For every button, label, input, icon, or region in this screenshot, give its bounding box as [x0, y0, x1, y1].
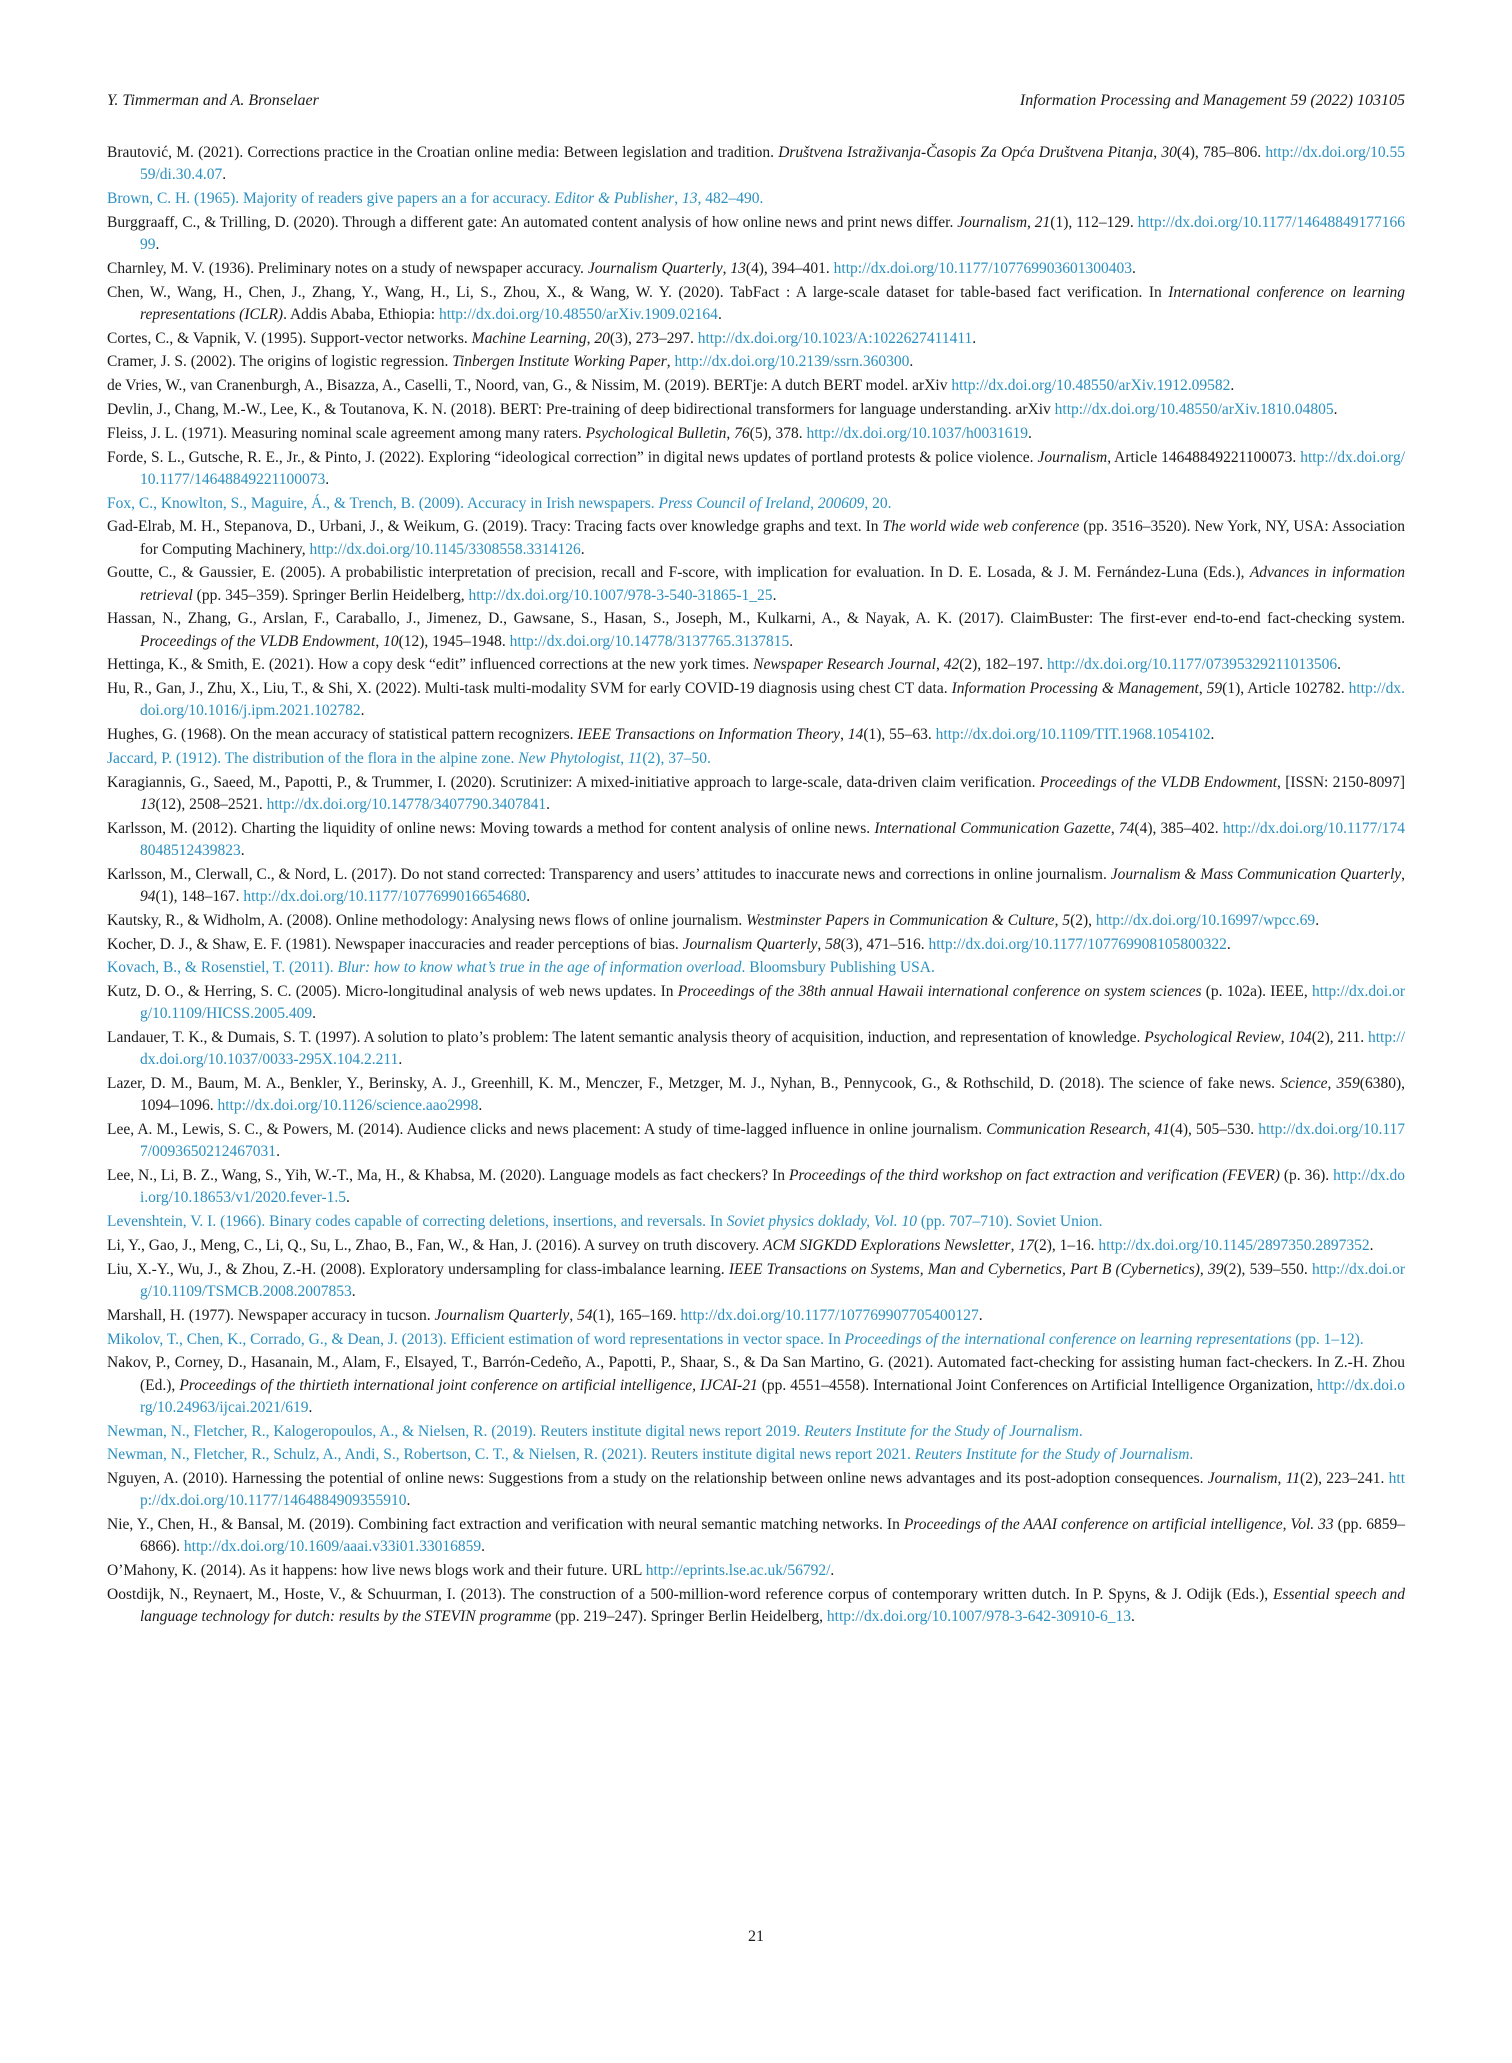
reference-text: Fleiss, J. L. (1971). Measuring nominal scale agreement among many raters. [107, 424, 586, 442]
reference-text: Landauer, T. K., & Dumais, S. T. (1997). A solution to plato’s problem: The latent semantic analysis theory of acquisition, induction, and representation of knowledge. [107, 1029, 1145, 1047]
doi-link[interactable]: http://dx.doi.org/10.14778/3137765.3137815 [509, 632, 790, 650]
reference-text: , [666, 353, 675, 371]
reference-text: O’Mahony, K. (2014). As it happens: how live news blogs work and their future. URL [107, 1562, 646, 1580]
reference-text: (4), 385–402. [1134, 819, 1223, 837]
reference-italic-text: Soviet physics doklady, Vol. 10 [726, 1213, 917, 1231]
reference-italic-text: 13 [681, 190, 698, 207]
reference-text: Nguyen, A. (2010). Harnessing the potential of online news: Suggestions from a study on the relationship between online news advantages and its post-adoption consequences. [107, 1470, 1208, 1488]
reference-italic-text: 30 [1161, 144, 1177, 161]
doi-link[interactable]: http://dx.doi.org/10.1037/h0031619 [806, 424, 1028, 442]
reference-text: . [1027, 424, 1032, 442]
reference-text: Devlin, J., Chang, M.-W., Lee, K., & Toutanova, K. N. (2018). BERT: Pre-training of deep bidirectional transformers for language understanding. arXiv [107, 400, 1055, 418]
reference-italic-text: Tinbergen Institute Working Paper [452, 353, 667, 371]
reference-text: , [1110, 819, 1119, 837]
reference-italic-text: International Communication Gazette [874, 819, 1111, 837]
reference-text: (p. 102a). IEEE, [1201, 983, 1312, 1001]
reference-text: (5), 378. [749, 424, 807, 442]
reference-text: Kovach, B., & Rosenstiel, T. (2011). [107, 959, 338, 977]
reference-text: Marshall, H. (1977). Newspaper accuracy in tucson. [107, 1306, 435, 1324]
reference-text: (1), 165–169. [592, 1306, 681, 1324]
reference-text: . [478, 1097, 483, 1115]
reference-text: Jaccard, P. (1912). The distribution of the flora in the alpine zone. [107, 749, 519, 767]
reference-entry [107, 423, 1405, 445]
reference-text: . [276, 1143, 280, 1161]
reference-text: . [312, 1005, 316, 1023]
reference-text: . [1230, 377, 1235, 395]
doi-link[interactable]: http://dx.doi.org/10.1177/14648849221100073 [140, 448, 1405, 488]
reference-italic-text: 11 [628, 749, 643, 767]
reference-text: , [ISSN: 2150-8097] [1277, 773, 1405, 791]
reference-italic-text: Blur: how to know what’s true in the age of information overload [337, 959, 742, 977]
reference-entry [107, 724, 1405, 746]
reference-entry [107, 1073, 1405, 1117]
reference-entry [107, 258, 1405, 280]
reference-text: , [840, 726, 848, 744]
doi-link[interactable]: http://dx.doi.org/10.2139/ssrn.360300 [674, 353, 910, 371]
doi-link[interactable]: http://dx.doi.org/10.48550/arXiv.1909.02164 [438, 305, 718, 323]
reference-entry [107, 328, 1405, 350]
doi-link[interactable]: http://dx.doi.org/10.1023/A:1022627411411 [697, 329, 973, 347]
reference-italic-text: 58 [825, 935, 841, 953]
doi-link[interactable]: http://dx.doi.org/10.1177/1077699016654680 [243, 887, 527, 905]
reference-text: Mikolov, T., Chen, K., Corrado, G., & Dean, J. (2013). Efficient estimation of word representations in vector space. In [107, 1330, 845, 1348]
reference-text: . [351, 1282, 356, 1300]
reference-italic-text: Essential speech and language technology for dutch: results by the STEVIN programme [140, 1585, 1405, 1626]
reference-entry [107, 678, 1405, 722]
reference-text: (2), 211. [1311, 1029, 1368, 1047]
reference-text: Kautsky, R., & Widholm, A. (2008). Online methodology: Analysing news flows of online journalism. [107, 911, 747, 929]
reference-text: . [526, 887, 531, 905]
reference-text: . [772, 586, 777, 604]
reference-text: Fox, C., Knowlton, S., Maguire, Á., & Trench, B. (2009). Accuracy in Irish newspapers. [107, 494, 659, 512]
reference-italic-text: Westminster Papers in Communication & Culture [746, 911, 1055, 929]
reference-text: (3), 273–297. [609, 329, 698, 347]
reference-text: (6380), 1094–1096. [140, 1075, 1405, 1115]
reference-italic-text: Journalism Quarterly [587, 259, 723, 277]
reference-text: Charnley, M. V. (1936). Preliminary notes on a study of newspaper accuracy. [107, 259, 588, 277]
reference-text: Burggraaff, C., & Trilling, D. (2020). Through a different gate: An automated content analysis of how online news and print news differ. [107, 213, 958, 231]
reference-text: , [935, 656, 944, 674]
reference-italic-text: Proceedings of the 38th annual Hawaii international conference on system sciences [677, 983, 1202, 1001]
reference-text: . [308, 1398, 313, 1416]
reference-text: , Article 14648849221100073. [1107, 448, 1301, 466]
reference-italic-text: Journalism [1037, 448, 1108, 466]
reference-text: . [155, 236, 160, 253]
reference-italic-text: Communication Research [986, 1121, 1147, 1139]
reference-text: . [978, 1306, 983, 1324]
reference-text: , [817, 935, 826, 953]
reference-italic-text: Journalism Quarterly [434, 1306, 570, 1324]
reference-italic-text: Journalism Quarterly [682, 935, 818, 953]
reference-text: (12), 2508–2521. [155, 795, 267, 813]
reference-entry [107, 1514, 1405, 1558]
reference-text: (1), 112–129. [1050, 213, 1138, 231]
doi-link[interactable]: http://dx.doi.org/10.1145/3308558.3314126 [309, 540, 581, 558]
reference-text: Newman, N., Fletcher, R., Kalogeropoulos, A., & Nielsen, R. (2019). Reuters institute digital news report 2019. [107, 1422, 805, 1440]
reference-italic-text: 13 [730, 259, 746, 277]
reference-entry [107, 1352, 1405, 1419]
reference-text: . Addis Ababa, Ethiopia: [283, 305, 439, 323]
reference-entry [107, 1259, 1405, 1303]
reference-italic-text: Newspaper Research Journal [753, 656, 936, 674]
reference-text: . [240, 841, 245, 859]
reference-entry [107, 351, 1405, 373]
reference-text: , [1054, 911, 1063, 929]
reference-text: Kocher, D. J., & Shaw, E. F. (1981). Newspaper inaccuracies and reader perceptions of bias. [107, 935, 683, 953]
reference-italic-text: Editor & Publisher [554, 190, 675, 207]
running-header [107, 92, 1405, 110]
reference-text: , [1401, 865, 1406, 883]
reference-entry [107, 142, 1405, 186]
reference-entry[interactable] [107, 493, 1405, 515]
reference-italic-text: 359 [1336, 1075, 1360, 1093]
reference-text: (4), 394–401. [745, 259, 834, 277]
reference-italic-text: Information Processing & Management [951, 680, 1199, 698]
header-journal: Information Processing and Management 59 (2022) 103105 [1019, 92, 1405, 109]
reference-entry [107, 818, 1405, 862]
reference-entry [107, 772, 1405, 816]
reference-text: , [1198, 680, 1207, 698]
reference-entry[interactable] [107, 1444, 1405, 1466]
reference-text: . [398, 1051, 403, 1069]
doi-link[interactable]: http://dx.doi.org/10.1177/1464884917716699 [140, 213, 1405, 253]
reference-text: , [1277, 1470, 1286, 1488]
reference-text: . [1078, 1422, 1083, 1440]
reference-text: , [1199, 1260, 1208, 1278]
reference-text: . [789, 632, 794, 650]
reference-text: Karlsson, M. (2012). Charting the liquidity of online news: Moving towards a method for content analysis of online news. [107, 819, 875, 837]
reference-text: . [1189, 1446, 1194, 1464]
reference-italic-text: Reuters Institute for the Study of Journalism [804, 1422, 1079, 1440]
reference-entry[interactable] [107, 748, 1405, 770]
reference-text: . [717, 305, 722, 323]
reference-text: . [830, 1562, 835, 1580]
reference-italic-text: Proceedings of the VLDB Endowment [1039, 773, 1278, 791]
doi-link[interactable]: http://dx.doi.org/10.1007/978-3-540-31865-1_25 [468, 586, 773, 604]
doi-link[interactable]: http://dx.doi.org/10.48550/arXiv.1912.09582 [951, 377, 1231, 395]
reference-entry [107, 1027, 1405, 1071]
reference-text: . [222, 166, 227, 184]
doi-link[interactable]: http://dx.doi.org/10.1177/107769903601300403 [833, 259, 1133, 277]
reference-entry [107, 1165, 1405, 1209]
reference-italic-text: New Phytologist [518, 749, 621, 767]
reference-italic-text: 5 [1062, 911, 1071, 929]
doi-link[interactable]: http://dx.doi.org/10.14778/3407790.3407841 [266, 795, 547, 813]
reference-italic-text: Proceedings of the thirtieth international joint conference on artificial intelligence, IJCAI-21 [179, 1376, 758, 1394]
doi-link[interactable]: http://dx.doi.org/10.1177/07395329211013506 [1047, 656, 1338, 674]
reference-text: . [481, 1538, 486, 1556]
reference-italic-text: Psychological Bulletin [585, 424, 727, 442]
reference-text: Kutz, D. O., & Herring, S. C. (2005). Micro-longitudinal analysis of web news updates. In [107, 983, 678, 1001]
reference-text: , [1010, 1236, 1019, 1254]
reference-italic-text: Društvena Istraživanja-Časopis Za Opća Društvena Pitanja [778, 144, 1154, 161]
reference-text: (pp. 4551–4558). International Joint Conferences on Artificial Intelligence Organization, [757, 1376, 1318, 1394]
reference-text: , [722, 259, 731, 277]
reference-text: (2), 1–16. [1033, 1236, 1099, 1254]
reference-text: . [1210, 726, 1215, 744]
reference-text: (2), 223–241. [1300, 1470, 1389, 1488]
reference-text: (4), 505–530. [1169, 1121, 1259, 1139]
reference-italic-text: IEEE Transactions on Systems, Man and Cybernetics, Part B (Cybernetics) [728, 1260, 1200, 1278]
doi-link[interactable]: http://dx.doi.org/10.24963/ijcai.2021/619 [140, 1376, 1405, 1416]
reference-text: , [674, 190, 682, 207]
reference-text: . [360, 702, 365, 720]
reference-text: (12), 1945–1948. [398, 632, 510, 650]
reference-entry [107, 1119, 1405, 1163]
reference-text: Chen, W., Wang, H., Chen, J., Zhang, Y., Wang, H., Li, S., Zhou, X., & Wang, W. Y. (2020). TabFact : A large-scale dataset for table-based fact verification. In [107, 283, 1169, 301]
reference-text: . [1132, 259, 1136, 277]
reference-entry [107, 516, 1405, 560]
reference-text: (pp. 6859–6866). [140, 1516, 1405, 1556]
reference-entry [107, 934, 1405, 956]
reference-entry [107, 1305, 1405, 1327]
reference-italic-text: Press Council of Ireland [658, 494, 811, 512]
reference-entry[interactable] [107, 188, 1405, 210]
reference-text: . [546, 795, 551, 813]
reference-text: , [1027, 213, 1035, 231]
reference-italic-text: 20 [594, 329, 610, 347]
doi-link[interactable]: http://dx.doi.org/10.1145/2897350.2897352 [1098, 1236, 1370, 1254]
reference-text: (2), 182–197. [959, 656, 1048, 674]
reference-text: , [569, 1306, 578, 1324]
reference-text: , [586, 329, 595, 347]
reference-entry [107, 608, 1405, 652]
reference-text: Brown, C. H. (1965). Majority of readers give papers an a for accuracy. [107, 190, 555, 207]
reference-text: (pp. 3516–3520). New York, NY, USA: Association for Computing Machinery, [140, 518, 1405, 558]
reference-text: . [909, 353, 914, 371]
reference-text: Hassan, N., Zhang, G., Arslan, F., Caraballo, J., Jimenez, D., Gawsane, S., Hasan, S., Joseph, M., Kulkarni, A., & Nayak, A. K. (2017). ClaimBuster: The first-ever end-to-end fact-checking system. [107, 610, 1405, 628]
reference-text: Nakov, P., Corney, D., Hasanain, M., Alam, F., Elsayed, T., Barrón-Cedeño, A., Papotti, P., Shaar, S., & Da San Martino, G. (2021). Automated fact-checking for assisting human fact-checkers. In Z.-H. Zhou (Ed.), [107, 1354, 1405, 1394]
doi-link[interactable]: http://dx.doi.org/10.1109/TIT.1968.1054102 [935, 726, 1211, 744]
reference-text: (pp. 345–359). Springer Berlin Heidelberg, [192, 586, 469, 604]
header-authors: Y. Timmerman and A. Bronselaer [107, 92, 319, 109]
reference-text: Goutte, C., & Gaussier, E. (2005). A probabilistic interpretation of precision, recall and F-score, with implication for evaluation. In D. E. Losada, & J. M. Fernández-Luna (Eds.), [107, 564, 1250, 582]
reference-italic-text: Reuters Institute for the Study of Journalism [914, 1446, 1190, 1464]
reference-text: . [406, 1492, 411, 1510]
reference-italic-text: 200609 [817, 494, 865, 512]
doi-link[interactable]: http://dx.doi.org/10.1037/0033-295X.104.2.211 [140, 1029, 1406, 1069]
reference-text: (4), 785–806. [1176, 144, 1266, 161]
reference-italic-text: 11 [1285, 1470, 1301, 1488]
doi-link[interactable]: http://dx.doi.org/10.1177/1464884909355910 [140, 1470, 1406, 1510]
reference-entry [107, 981, 1405, 1025]
page-number: 21 [748, 1928, 764, 1945]
reference-text: Lazer, D. M., Baum, M. A., Benkler, Y., Berinsky, A. J., Greenhill, K. M., Menczer, F., Metzger, M. J., Nyhan, B., Pennycook, G., & Rothschild, D. (2018). The science of fake news. [107, 1075, 1281, 1093]
reference-text: Brautović, M. (2021). Corrections practice in the Croatian online media: Between legislation and tradition. [107, 144, 779, 161]
reference-text: . [1226, 935, 1231, 953]
reference-text: Forde, S. L., Gutsche, R. E., Jr., & Pinto, J. (2022). Exploring “ideological correction” in digital news updates of portland protests & police violence. [107, 448, 1038, 466]
reference-italic-text: 54 [577, 1306, 593, 1324]
reference-text: Oostdijk, N., Reynaert, M., Hoste, V., & Schuurman, I. (2013). The construction of a 500-million-word reference corpus of contemporary written dutch. In P. Spyns, & J. Odijk (Eds.), [107, 1585, 1273, 1603]
reference-entry [107, 447, 1405, 491]
reference-text: , [1280, 1029, 1289, 1047]
reference-italic-text: 76 [734, 424, 750, 442]
reference-text: . [1333, 400, 1338, 418]
reference-text: (p. 36). [1279, 1167, 1334, 1185]
reference-entry [107, 375, 1405, 397]
doi-link[interactable]: http://dx.doi.org/10.1177/107769908105800322 [928, 935, 1227, 953]
reference-entry [107, 910, 1405, 932]
doi-link[interactable]: http://eprints.lse.ac.uk/56792/ [645, 1562, 831, 1580]
reference-text: Levenshtein, V. I. (1966). Binary codes capable of correcting deletions, insertions, and reversals. In [107, 1213, 727, 1231]
reference-text: . [972, 329, 977, 347]
reference-text: Cramer, J. S. (2002). The origins of logistic regression. [107, 353, 453, 371]
reference-italic-text: Proceedings of the AAAI conference on artificial intelligence, Vol. 33 [903, 1516, 1334, 1534]
reference-italic-text: 21 [1034, 213, 1051, 231]
reference-text: Lee, N., Li, B. Z., Wang, S., Yih, W.-T., Ma, H., & Khabsa, M. (2020). Language models as fact checkers? In [107, 1167, 789, 1185]
reference-entry [107, 1235, 1405, 1257]
reference-italic-text: 14 [847, 726, 864, 744]
reference-entry [107, 1468, 1405, 1512]
reference-italic-text: Proceedings of the VLDB Endowment [140, 632, 376, 650]
reference-italic-text: International conference on learning representations (ICLR) [140, 283, 1405, 323]
reference-text: (2), 539–550. [1223, 1260, 1312, 1278]
doi-link[interactable]: http://dx.doi.org/10.5559/di.30.4.07 [140, 144, 1406, 184]
reference-entry[interactable] [107, 1211, 1405, 1233]
doi-link[interactable]: http://dx.doi.org/10.1126/science.aao2998 [217, 1097, 479, 1115]
reference-text: (1), 55–63. [863, 726, 936, 744]
reference-text: . [580, 540, 585, 558]
reference-italic-text: 59 [1206, 680, 1223, 698]
reference-text: Hughes, G. (1968). On the mean accuracy of statistical pattern recognizers. [107, 726, 578, 744]
reference-italic-text: Journalism & Mass Communication Quarterly [1110, 865, 1402, 883]
reference-text: , [620, 749, 629, 767]
reference-italic-text: Proceedings of the international conference on learning representations [844, 1330, 1292, 1348]
reference-text: (1), Article 102782. [1222, 680, 1349, 698]
reference-italic-text: Psychological Review [1144, 1029, 1281, 1047]
reference-text: , [1146, 1121, 1155, 1139]
doi-link[interactable]: http://dx.doi.org/10.1609/aaai.v33i01.33016859 [183, 1538, 482, 1556]
reference-text: Newman, N., Fletcher, R., Schulz, A., Andi, S., Robertson, C. T., & Nielsen, R. (2021). Reuters institute digital news report 2021. [107, 1446, 915, 1464]
reference-italic-text: The world wide web conference [882, 518, 1080, 536]
reference-text: (1), 148–167. [155, 887, 244, 905]
reference-italic-text: 17 [1018, 1236, 1034, 1254]
reference-text: . [325, 470, 330, 488]
reference-text: Liu, X.-Y., Wu, J., & Zhou, Z.-H. (2008). Exploratory undersampling for class-imbalance learning. [107, 1260, 729, 1278]
reference-entry[interactable] [107, 1421, 1405, 1443]
reference-entry [107, 562, 1405, 606]
reference-text: Lee, A. M., Lewis, S. C., & Powers, M. (2014). Audience clicks and news placement: A study of time-lagged influence in online journalism. [107, 1121, 987, 1139]
doi-link[interactable]: http://dx.doi.org/10.48550/arXiv.1810.04805 [1054, 400, 1334, 418]
reference-text: , [1153, 144, 1162, 161]
doi-link[interactable]: http://dx.doi.org/10.1177/0093650212467031 [140, 1121, 1406, 1161]
doi-link[interactable]: http://dx.doi.org/10.18653/v1/2020.fever-1.5 [140, 1167, 1405, 1207]
reference-italic-text: ACM SIGKDD Explorations Newsletter [763, 1236, 1011, 1254]
reference-text: (pp. 1–12). [1291, 1330, 1364, 1348]
reference-italic-text: 39 [1207, 1260, 1224, 1278]
reference-text: Li, Y., Gao, J., Meng, C., Li, Q., Su, L., Zhao, B., Fan, W., & Han, J. (2016). A survey on truth discovery. [107, 1236, 763, 1254]
reference-italic-text: 104 [1288, 1029, 1312, 1047]
reference-italic-text: Science [1280, 1075, 1328, 1093]
reference-text: . Bloomsbury Publishing USA. [741, 959, 935, 977]
doi-link[interactable]: http://dx.doi.org/10.1109/HICSS.2005.409 [140, 983, 1405, 1023]
reference-italic-text: IEEE Transactions on Information Theory [577, 726, 841, 744]
reference-text: (pp. 707–710). Soviet Union. [916, 1213, 1103, 1231]
reference-entry [107, 654, 1405, 676]
reference-text: Hettinga, K., & Smith, E. (2021). How a copy desk “edit” influenced corrections at the new york times. [107, 656, 754, 674]
reference-text: Nie, Y., Chen, H., & Bansal, M. (2019). Combining fact extraction and verification with neural semantic matching networks. In [107, 1516, 904, 1534]
reference-entry [107, 1560, 1405, 1582]
reference-italic-text: 41 [1154, 1121, 1170, 1139]
doi-link[interactable]: http://dx.doi.org/10.16997/wpcc.69 [1095, 911, 1316, 929]
reference-text: . [1369, 1236, 1374, 1254]
reference-text: , 482–490. [697, 190, 764, 207]
reference-italic-text: Proceedings of the third workshop on fact extraction and verification (FEVER) [788, 1167, 1280, 1185]
reference-text: Hu, R., Gan, J., Zhu, X., Liu, T., & Shi, X. (2022). Multi-task multi-modality SVM for early COVID-19 diagnosis using chest CT data. [107, 680, 952, 698]
reference-italic-text: Journalism [957, 213, 1028, 231]
reference-entry [107, 1584, 1405, 1628]
reference-text: de Vries, W., van Cranenburgh, A., Bisazza, A., Caselli, T., Noord, van, G., & Nissim, M. (2019). BERTje: A dutch BERT model. arXiv [107, 377, 952, 395]
reference-list [107, 142, 1405, 1630]
reference-text: Karagiannis, G., Saeed, M., Papotti, P., & Trummer, I. (2020). Scrutinizer: A mixed-initiative approach to large-scale, data-driven claim verification. [107, 773, 1040, 791]
reference-italic-text: Advances in information retrieval [140, 564, 1405, 604]
reference-text: , [726, 424, 735, 442]
doi-link[interactable]: http://dx.doi.org/10.1177/1748048512439823 [140, 819, 1405, 859]
reference-italic-text: 74 [1118, 819, 1135, 837]
reference-italic-text: Machine Learning [471, 329, 587, 347]
reference-entry [107, 282, 1405, 326]
reference-text: , [1327, 1075, 1337, 1093]
reference-text: . [1315, 911, 1320, 929]
reference-italic-text: 94 [140, 887, 156, 905]
reference-entry [107, 864, 1405, 908]
doi-link[interactable]: http://dx.doi.org/10.1016/j.ipm.2021.102782 [140, 680, 1405, 720]
reference-entry[interactable] [107, 957, 1405, 979]
reference-italic-text: Journalism [1207, 1470, 1278, 1488]
reference-entry [107, 399, 1405, 421]
reference-text: (3), 471–516. [840, 935, 929, 953]
reference-text: Cortes, C., & Vapnik, V. (1995). Support-vector networks. [107, 329, 472, 347]
reference-text: . [1131, 1608, 1135, 1626]
reference-text: . [1337, 656, 1341, 674]
reference-text: (pp. 219–247). Springer Berlin Heidelberg, [551, 1608, 827, 1626]
doi-link[interactable]: http://dx.doi.org/10.1177/107769907705400127 [680, 1306, 979, 1324]
reference-text: , [375, 632, 384, 650]
reference-text: Gad-Elrab, M. H., Stepanova, D., Urbani, J., & Weikum, G. (2019). Tracy: Tracing facts over knowledge graphs and text. In [107, 518, 883, 536]
doi-link[interactable]: http://dx.doi.org/10.1109/TSMCB.2008.2007853 [140, 1260, 1405, 1300]
reference-italic-text: 10 [383, 632, 399, 650]
reference-text: , 20. [864, 494, 892, 512]
reference-italic-text: 13 [140, 795, 156, 813]
reference-text: Karlsson, M., Clerwall, C., & Nord, L. (2017). Do not stand corrected: Transparency and users’ attitudes to inaccurate news and corrections in online journalism. [107, 865, 1111, 883]
reference-text: . [346, 1189, 350, 1207]
reference-text: (2), 37–50. [642, 749, 711, 767]
reference-text: (2), [1070, 911, 1096, 929]
reference-italic-text: 42 [943, 656, 960, 674]
reference-entry[interactable] [107, 1329, 1405, 1351]
reference-entry [107, 212, 1405, 256]
doi-link[interactable]: http://dx.doi.org/10.1007/978-3-642-30910-6_13 [826, 1608, 1132, 1626]
reference-text: , [810, 494, 818, 512]
